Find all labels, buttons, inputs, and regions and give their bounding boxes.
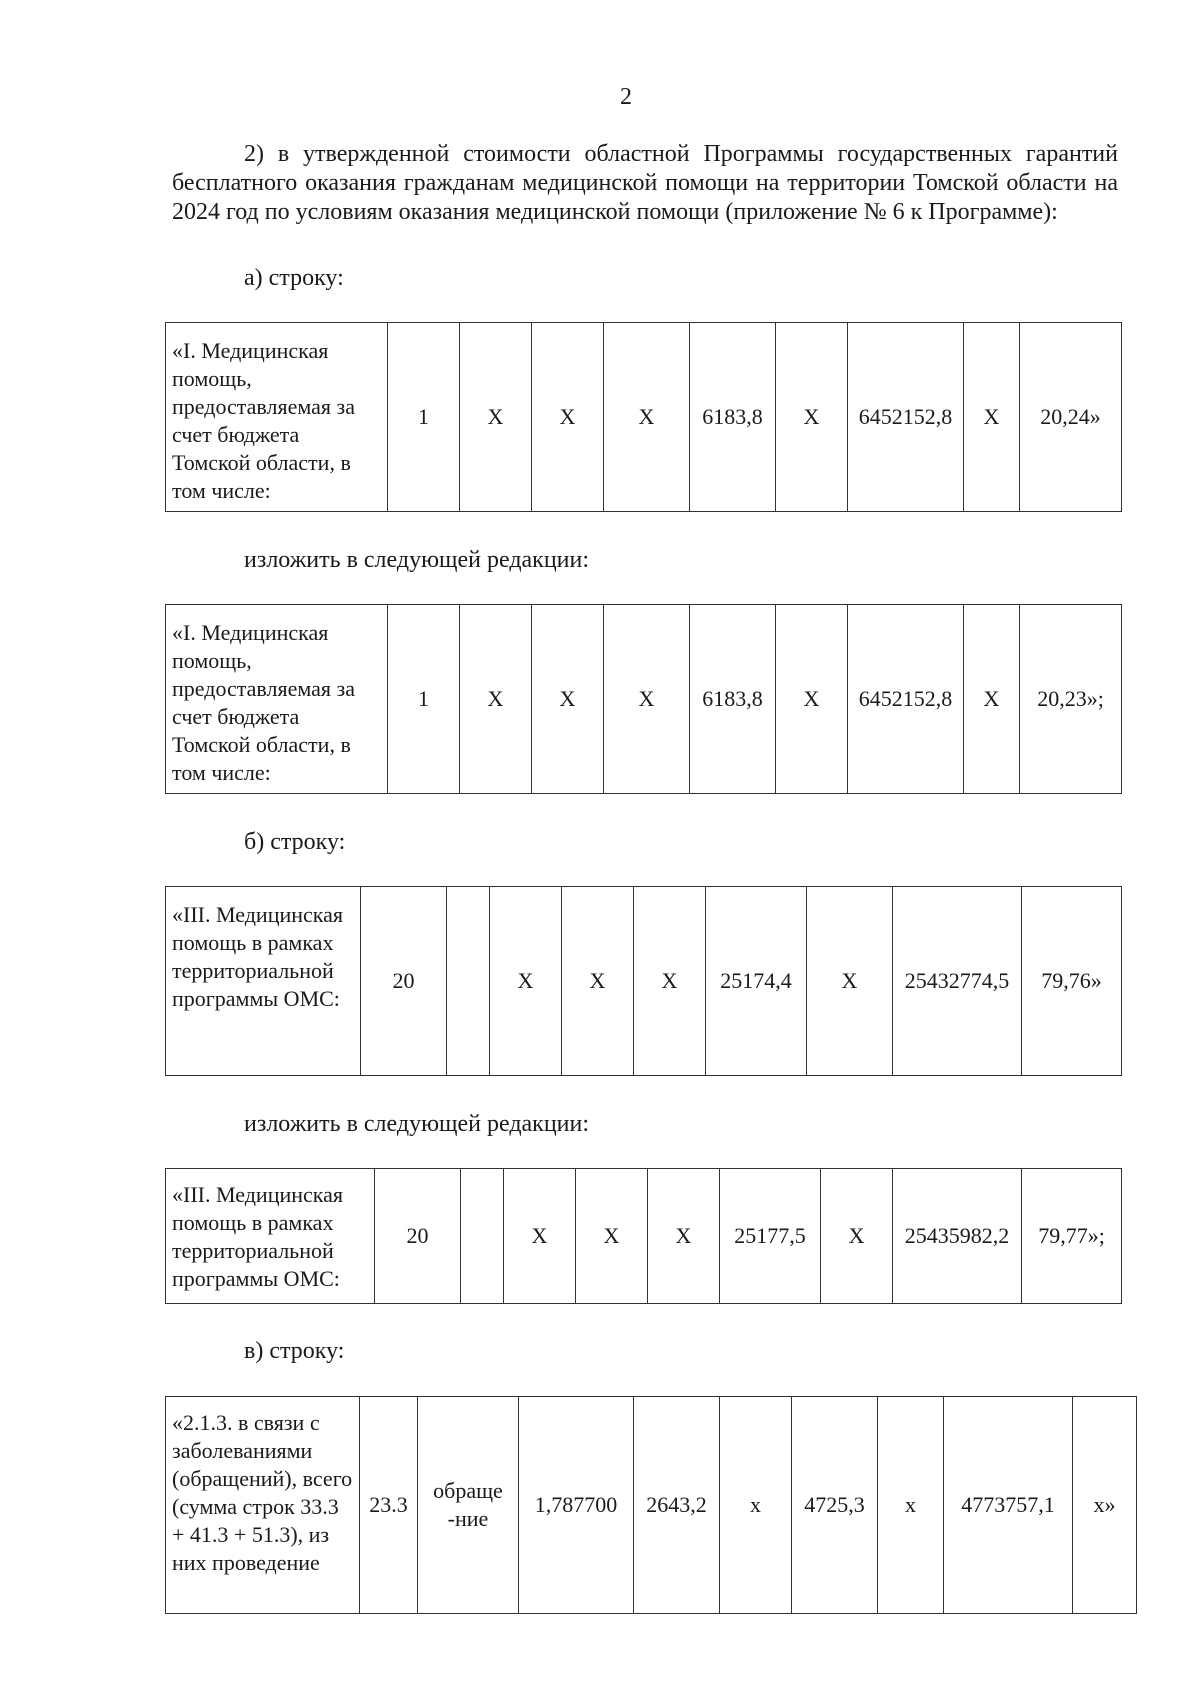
cell — [447, 887, 490, 1076]
cell: Х — [604, 323, 690, 512]
cell: х» — [1073, 1397, 1137, 1614]
cell: Х — [776, 605, 848, 794]
cell-unit: обраще-ние — [418, 1397, 519, 1614]
cell: Х — [460, 323, 532, 512]
table-row-1-original — [165, 322, 1122, 512]
cell: 25177,5 — [720, 1169, 821, 1304]
cell: Х — [807, 887, 893, 1076]
table-row-2-1-3-original — [165, 1396, 1137, 1614]
cell-line-number: 1 — [388, 323, 460, 512]
cell: Х — [964, 323, 1020, 512]
cell: Х — [776, 323, 848, 512]
cell: 20,23»; — [1020, 605, 1122, 794]
cell-line-number: 20 — [361, 887, 447, 1076]
row-label: «I. Медицинская помощь, предоставляемая за счет бюджета Томской области, в том числе: — [166, 323, 388, 512]
cell: х — [720, 1397, 792, 1614]
cell-line-number: 1 — [388, 605, 460, 794]
cell: 4773757,1 — [944, 1397, 1073, 1614]
subitem-a: а) строку: — [244, 265, 344, 291]
page-number: 2 — [620, 84, 632, 110]
cell: Х — [490, 887, 562, 1076]
cell: 20,24» — [1020, 323, 1122, 512]
cell: Х — [964, 605, 1020, 794]
table-row-1-revised — [165, 604, 1122, 794]
cell: 6183,8 — [690, 323, 776, 512]
cell: Х — [604, 605, 690, 794]
subitem-c: в) строку: — [244, 1338, 345, 1364]
restate-instruction: изложить в следующей редакции: — [244, 547, 590, 573]
cell: х — [878, 1397, 944, 1614]
intro-paragraph: 2) в утвержденной стоимости областной Программы государственных гарантий бесплатного оказания гражданам медицинской помощи на территории Томской области на 2024 год по условиям оказания медицинской помощи (приложение № 6 к Программе): — [172, 141, 1118, 225]
table-row-3-original — [165, 886, 1122, 1076]
cell: Х — [532, 323, 604, 512]
cell: 6452152,8 — [848, 605, 964, 794]
cell: Х — [460, 605, 532, 794]
table-row-3-revised — [165, 1168, 1122, 1304]
cell: 2643,2 — [634, 1397, 720, 1614]
cell: 6183,8 — [690, 605, 776, 794]
cell: 79,76» — [1022, 887, 1122, 1076]
cell: Х — [504, 1169, 576, 1304]
cell: 1,787700 — [519, 1397, 634, 1614]
subitem-b: б) строку: — [244, 829, 346, 855]
cell: 79,77»; — [1022, 1169, 1122, 1304]
row-label: «III. Медицинская помощь в рамках территориальной программы ОМС: — [166, 1169, 375, 1304]
restate-instruction: изложить в следующей редакции: — [244, 1111, 590, 1137]
cell: 25435982,2 — [893, 1169, 1022, 1304]
cell-line-number: 23.3 — [360, 1397, 418, 1614]
cell: Х — [532, 605, 604, 794]
cell: Х — [562, 887, 634, 1076]
cell: 25174,4 — [706, 887, 807, 1076]
cell — [461, 1169, 504, 1304]
cell: 25432774,5 — [893, 887, 1022, 1076]
row-label: «III. Медицинская помощь в рамках территориальной программы ОМС: — [166, 887, 361, 1076]
cell: Х — [576, 1169, 648, 1304]
cell: Х — [821, 1169, 893, 1304]
cell: Х — [648, 1169, 720, 1304]
cell: 6452152,8 — [848, 323, 964, 512]
row-label: «2.1.3. в связи с заболеваниями (обращений), всего (сумма строк 33.3 + 41.3 + 51.3), из них проведение — [166, 1397, 360, 1614]
cell: Х — [634, 887, 706, 1076]
cell: 4725,3 — [792, 1397, 878, 1614]
row-label: «I. Медицинская помощь, предоставляемая за счет бюджета Томской области, в том числе: — [166, 605, 388, 794]
cell-line-number: 20 — [375, 1169, 461, 1304]
